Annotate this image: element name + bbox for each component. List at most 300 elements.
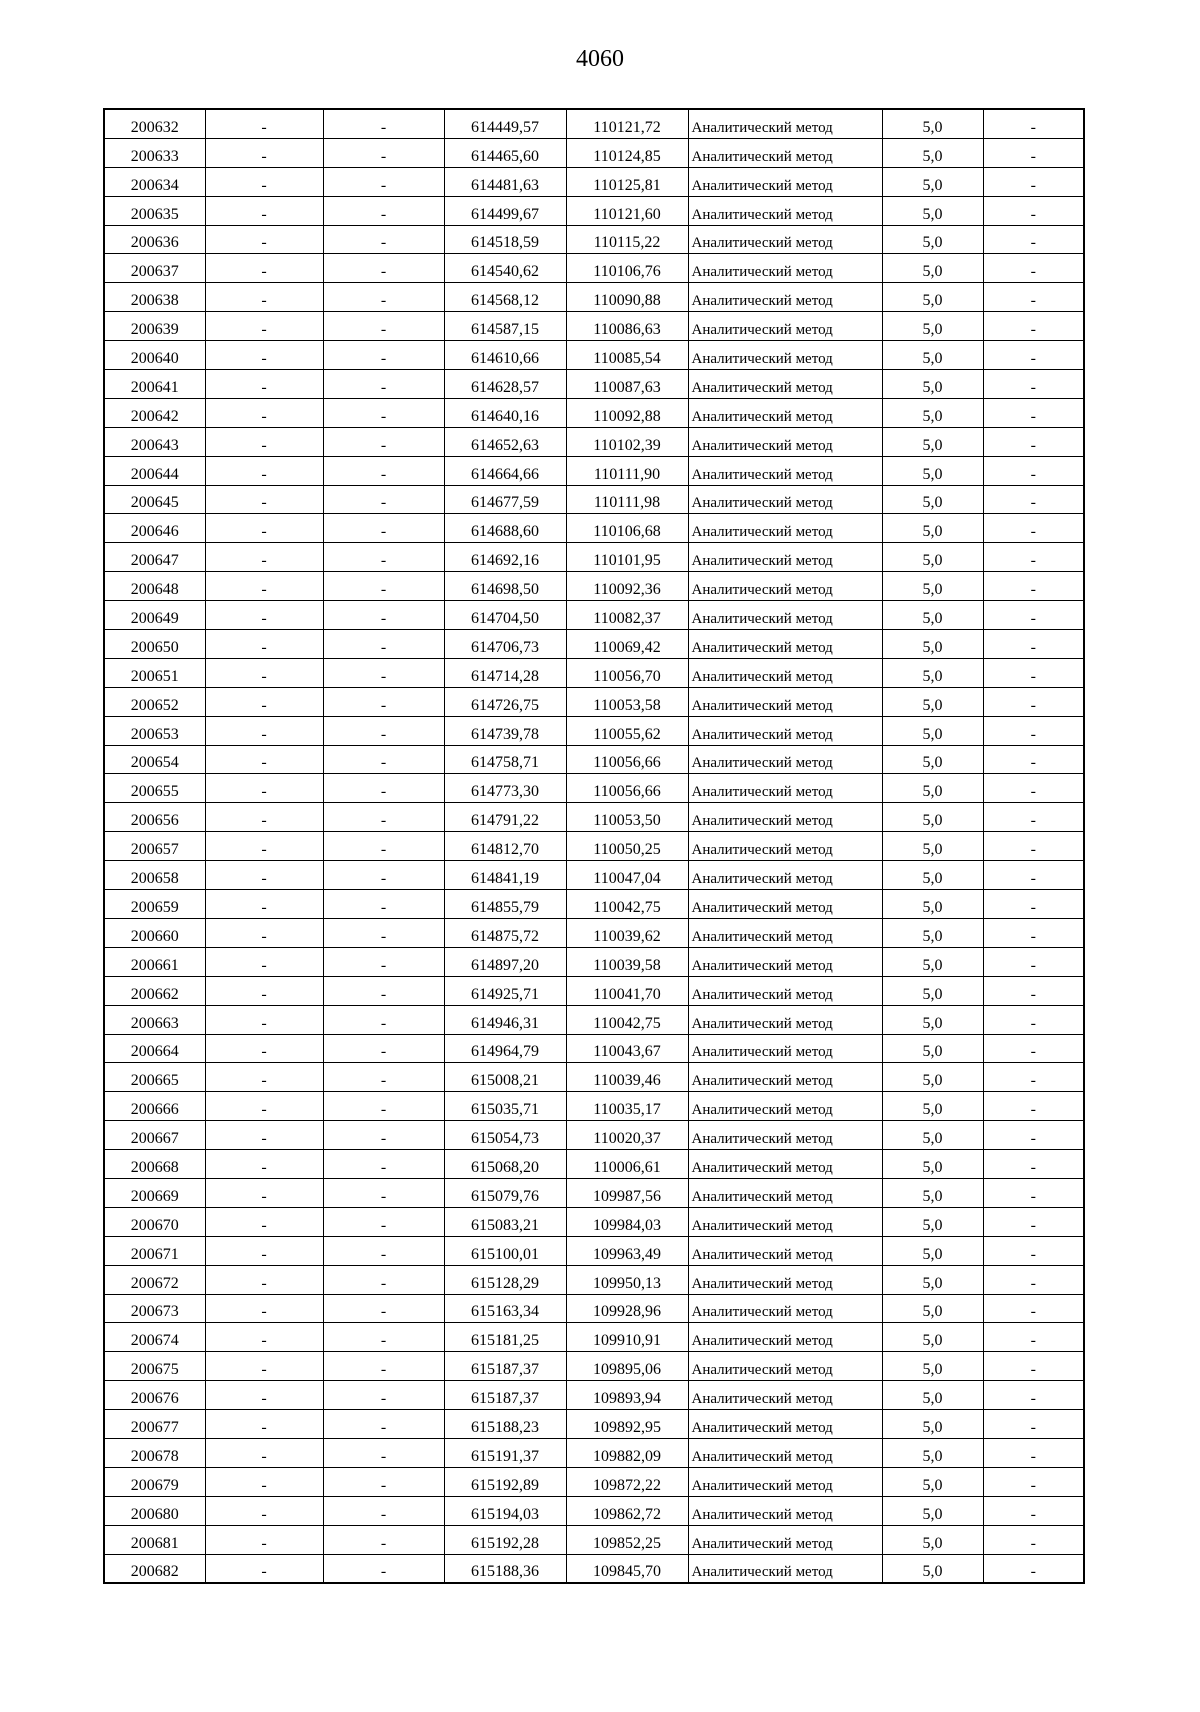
y-coordinate-cell: 110035,17 bbox=[566, 1092, 688, 1121]
point-number-cell: 200643 bbox=[104, 427, 205, 456]
blank-cell-c: - bbox=[983, 774, 1084, 803]
y-coordinate-cell: 110050,25 bbox=[566, 832, 688, 861]
blank-cell-a: - bbox=[205, 167, 323, 196]
blank-cell-a: - bbox=[205, 312, 323, 341]
table-row bbox=[104, 456, 1084, 485]
y-coordinate-cell: 110047,04 bbox=[566, 861, 688, 890]
x-coordinate-cell: 614946,31 bbox=[444, 1005, 566, 1034]
x-coordinate-cell: 615128,29 bbox=[444, 1265, 566, 1294]
blank-cell-a: - bbox=[205, 832, 323, 861]
method-cell: Аналитический метод bbox=[688, 312, 882, 341]
blank-cell-b: - bbox=[323, 716, 444, 745]
x-coordinate-cell: 614540,62 bbox=[444, 254, 566, 283]
table-row bbox=[104, 1178, 1084, 1207]
y-coordinate-cell: 110056,66 bbox=[566, 774, 688, 803]
table-row bbox=[104, 1207, 1084, 1236]
table-row bbox=[104, 312, 1084, 341]
x-coordinate-cell: 614812,70 bbox=[444, 832, 566, 861]
accuracy-cell: 5,0 bbox=[882, 745, 983, 774]
page-number: 4060 bbox=[576, 46, 624, 72]
x-coordinate-cell: 614739,78 bbox=[444, 716, 566, 745]
blank-cell-a: - bbox=[205, 543, 323, 572]
accuracy-cell: 5,0 bbox=[882, 167, 983, 196]
blank-cell-c: - bbox=[983, 1410, 1084, 1439]
blank-cell-b: - bbox=[323, 1121, 444, 1150]
method-cell: Аналитический метод bbox=[688, 1092, 882, 1121]
y-coordinate-cell: 109928,96 bbox=[566, 1294, 688, 1323]
accuracy-cell: 5,0 bbox=[882, 283, 983, 312]
y-coordinate-cell: 110043,67 bbox=[566, 1034, 688, 1063]
blank-cell-b: - bbox=[323, 1554, 444, 1583]
blank-cell-b: - bbox=[323, 283, 444, 312]
y-coordinate-cell: 109987,56 bbox=[566, 1178, 688, 1207]
x-coordinate-cell: 615083,21 bbox=[444, 1207, 566, 1236]
table-row bbox=[104, 485, 1084, 514]
y-coordinate-cell: 109895,06 bbox=[566, 1352, 688, 1381]
accuracy-cell: 5,0 bbox=[882, 716, 983, 745]
blank-cell-a: - bbox=[205, 716, 323, 745]
table-row bbox=[104, 1323, 1084, 1352]
point-number-cell: 200641 bbox=[104, 370, 205, 399]
method-cell: Аналитический метод bbox=[688, 687, 882, 716]
x-coordinate-cell: 614640,16 bbox=[444, 398, 566, 427]
point-number-cell: 200632 bbox=[104, 109, 205, 138]
table-row bbox=[104, 167, 1084, 196]
point-number-cell: 200682 bbox=[104, 1554, 205, 1583]
table-row bbox=[104, 658, 1084, 687]
accuracy-cell: 5,0 bbox=[882, 687, 983, 716]
method-cell: Аналитический метод bbox=[688, 398, 882, 427]
accuracy-cell: 5,0 bbox=[882, 312, 983, 341]
blank-cell-b: - bbox=[323, 890, 444, 919]
table-row bbox=[104, 745, 1084, 774]
x-coordinate-cell: 615054,73 bbox=[444, 1121, 566, 1150]
x-coordinate-cell: 615163,34 bbox=[444, 1294, 566, 1323]
y-coordinate-cell: 110125,81 bbox=[566, 167, 688, 196]
blank-cell-c: - bbox=[983, 803, 1084, 832]
method-cell: Аналитический метод bbox=[688, 138, 882, 167]
x-coordinate-cell: 614449,57 bbox=[444, 109, 566, 138]
x-coordinate-cell: 614499,67 bbox=[444, 196, 566, 225]
y-coordinate-cell: 110085,54 bbox=[566, 341, 688, 370]
point-number-cell: 200655 bbox=[104, 774, 205, 803]
table-row bbox=[104, 254, 1084, 283]
point-number-cell: 200678 bbox=[104, 1438, 205, 1467]
blank-cell-a: - bbox=[205, 1496, 323, 1525]
blank-cell-c: - bbox=[983, 312, 1084, 341]
accuracy-cell: 5,0 bbox=[882, 1323, 983, 1352]
x-coordinate-cell: 614688,60 bbox=[444, 514, 566, 543]
method-cell: Аналитический метод bbox=[688, 1525, 882, 1554]
x-coordinate-cell: 615079,76 bbox=[444, 1178, 566, 1207]
y-coordinate-cell: 109862,72 bbox=[566, 1496, 688, 1525]
point-number-cell: 200653 bbox=[104, 716, 205, 745]
y-coordinate-cell: 110039,46 bbox=[566, 1063, 688, 1092]
blank-cell-b: - bbox=[323, 514, 444, 543]
blank-cell-b: - bbox=[323, 341, 444, 370]
accuracy-cell: 5,0 bbox=[882, 341, 983, 370]
accuracy-cell: 5,0 bbox=[882, 1121, 983, 1150]
blank-cell-b: - bbox=[323, 572, 444, 601]
blank-cell-a: - bbox=[205, 803, 323, 832]
blank-cell-a: - bbox=[205, 398, 323, 427]
method-cell: Аналитический метод bbox=[688, 1178, 882, 1207]
blank-cell-a: - bbox=[205, 341, 323, 370]
table-row bbox=[104, 109, 1084, 138]
x-coordinate-cell: 615192,89 bbox=[444, 1467, 566, 1496]
y-coordinate-cell: 110039,58 bbox=[566, 947, 688, 976]
method-cell: Аналитический метод bbox=[688, 196, 882, 225]
accuracy-cell: 5,0 bbox=[882, 1150, 983, 1179]
accuracy-cell: 5,0 bbox=[882, 1410, 983, 1439]
accuracy-cell: 5,0 bbox=[882, 1005, 983, 1034]
method-cell: Аналитический метод bbox=[688, 1352, 882, 1381]
accuracy-cell: 5,0 bbox=[882, 196, 983, 225]
blank-cell-c: - bbox=[983, 918, 1084, 947]
method-cell: Аналитический метод bbox=[688, 427, 882, 456]
method-cell: Аналитический метод bbox=[688, 485, 882, 514]
blank-cell-b: - bbox=[323, 658, 444, 687]
table-row bbox=[104, 1525, 1084, 1554]
blank-cell-b: - bbox=[323, 601, 444, 630]
x-coordinate-cell: 614610,66 bbox=[444, 341, 566, 370]
table-row bbox=[104, 138, 1084, 167]
x-coordinate-cell: 614897,20 bbox=[444, 947, 566, 976]
blank-cell-c: - bbox=[983, 976, 1084, 1005]
accuracy-cell: 5,0 bbox=[882, 861, 983, 890]
point-number-cell: 200637 bbox=[104, 254, 205, 283]
blank-cell-a: - bbox=[205, 1063, 323, 1092]
blank-cell-b: - bbox=[323, 225, 444, 254]
y-coordinate-cell: 110041,70 bbox=[566, 976, 688, 1005]
y-coordinate-cell: 110087,63 bbox=[566, 370, 688, 399]
y-coordinate-cell: 110111,98 bbox=[566, 485, 688, 514]
point-number-cell: 200661 bbox=[104, 947, 205, 976]
method-cell: Аналитический метод bbox=[688, 283, 882, 312]
blank-cell-a: - bbox=[205, 109, 323, 138]
y-coordinate-cell: 110055,62 bbox=[566, 716, 688, 745]
blank-cell-c: - bbox=[983, 427, 1084, 456]
method-cell: Аналитический метод bbox=[688, 1063, 882, 1092]
blank-cell-b: - bbox=[323, 1438, 444, 1467]
table-row bbox=[104, 1554, 1084, 1583]
coordinates-table bbox=[103, 108, 1085, 1584]
method-cell: Аналитический метод bbox=[688, 1496, 882, 1525]
method-cell: Аналитический метод bbox=[688, 370, 882, 399]
blank-cell-c: - bbox=[983, 1496, 1084, 1525]
blank-cell-c: - bbox=[983, 1323, 1084, 1352]
table-row bbox=[104, 283, 1084, 312]
blank-cell-a: - bbox=[205, 514, 323, 543]
blank-cell-b: - bbox=[323, 167, 444, 196]
blank-cell-b: - bbox=[323, 398, 444, 427]
table-body bbox=[104, 109, 1084, 1583]
blank-cell-b: - bbox=[323, 370, 444, 399]
x-coordinate-cell: 614706,73 bbox=[444, 630, 566, 659]
point-number-cell: 200663 bbox=[104, 1005, 205, 1034]
y-coordinate-cell: 110039,62 bbox=[566, 918, 688, 947]
method-cell: Аналитический метод bbox=[688, 601, 882, 630]
blank-cell-b: - bbox=[323, 1178, 444, 1207]
y-coordinate-cell: 110056,70 bbox=[566, 658, 688, 687]
accuracy-cell: 5,0 bbox=[882, 1352, 983, 1381]
blank-cell-a: - bbox=[205, 976, 323, 1005]
accuracy-cell: 5,0 bbox=[882, 1178, 983, 1207]
blank-cell-b: - bbox=[323, 803, 444, 832]
blank-cell-c: - bbox=[983, 1467, 1084, 1496]
blank-cell-a: - bbox=[205, 1554, 323, 1583]
blank-cell-b: - bbox=[323, 774, 444, 803]
y-coordinate-cell: 109872,22 bbox=[566, 1467, 688, 1496]
blank-cell-a: - bbox=[205, 138, 323, 167]
blank-cell-c: - bbox=[983, 1352, 1084, 1381]
method-cell: Аналитический метод bbox=[688, 1034, 882, 1063]
point-number-cell: 200651 bbox=[104, 658, 205, 687]
blank-cell-a: - bbox=[205, 1236, 323, 1265]
blank-cell-b: - bbox=[323, 832, 444, 861]
method-cell: Аналитический метод bbox=[688, 1265, 882, 1294]
method-cell: Аналитический метод bbox=[688, 572, 882, 601]
accuracy-cell: 5,0 bbox=[882, 774, 983, 803]
point-number-cell: 200647 bbox=[104, 543, 205, 572]
accuracy-cell: 5,0 bbox=[882, 1092, 983, 1121]
point-number-cell: 200665 bbox=[104, 1063, 205, 1092]
point-number-cell: 200675 bbox=[104, 1352, 205, 1381]
accuracy-cell: 5,0 bbox=[882, 572, 983, 601]
blank-cell-c: - bbox=[983, 370, 1084, 399]
x-coordinate-cell: 614855,79 bbox=[444, 890, 566, 919]
y-coordinate-cell: 109892,95 bbox=[566, 1410, 688, 1439]
table-row bbox=[104, 514, 1084, 543]
point-number-cell: 200662 bbox=[104, 976, 205, 1005]
point-number-cell: 200652 bbox=[104, 687, 205, 716]
y-coordinate-cell: 110092,36 bbox=[566, 572, 688, 601]
accuracy-cell: 5,0 bbox=[882, 254, 983, 283]
blank-cell-a: - bbox=[205, 1092, 323, 1121]
accuracy-cell: 5,0 bbox=[882, 918, 983, 947]
table-row bbox=[104, 861, 1084, 890]
point-number-cell: 200649 bbox=[104, 601, 205, 630]
blank-cell-c: - bbox=[983, 1525, 1084, 1554]
blank-cell-c: - bbox=[983, 196, 1084, 225]
y-coordinate-cell: 110042,75 bbox=[566, 890, 688, 919]
point-number-cell: 200656 bbox=[104, 803, 205, 832]
blank-cell-b: - bbox=[323, 745, 444, 774]
method-cell: Аналитический метод bbox=[688, 1410, 882, 1439]
x-coordinate-cell: 614773,30 bbox=[444, 774, 566, 803]
blank-cell-b: - bbox=[323, 1294, 444, 1323]
x-coordinate-cell: 615194,03 bbox=[444, 1496, 566, 1525]
accuracy-cell: 5,0 bbox=[882, 138, 983, 167]
point-number-cell: 200650 bbox=[104, 630, 205, 659]
blank-cell-b: - bbox=[323, 1352, 444, 1381]
x-coordinate-cell: 615068,20 bbox=[444, 1150, 566, 1179]
accuracy-cell: 5,0 bbox=[882, 398, 983, 427]
blank-cell-b: - bbox=[323, 138, 444, 167]
y-coordinate-cell: 110101,95 bbox=[566, 543, 688, 572]
blank-cell-c: - bbox=[983, 254, 1084, 283]
table-row bbox=[104, 543, 1084, 572]
method-cell: Аналитический метод bbox=[688, 832, 882, 861]
accuracy-cell: 5,0 bbox=[882, 803, 983, 832]
blank-cell-a: - bbox=[205, 572, 323, 601]
table-row bbox=[104, 1121, 1084, 1150]
table-row bbox=[104, 427, 1084, 456]
x-coordinate-cell: 614652,63 bbox=[444, 427, 566, 456]
blank-cell-a: - bbox=[205, 1265, 323, 1294]
blank-cell-a: - bbox=[205, 861, 323, 890]
table-row bbox=[104, 1005, 1084, 1034]
blank-cell-c: - bbox=[983, 947, 1084, 976]
table-row bbox=[104, 1467, 1084, 1496]
blank-cell-c: - bbox=[983, 890, 1084, 919]
accuracy-cell: 5,0 bbox=[882, 1525, 983, 1554]
blank-cell-c: - bbox=[983, 745, 1084, 774]
method-cell: Аналитический метод bbox=[688, 774, 882, 803]
table-row bbox=[104, 1034, 1084, 1063]
point-number-cell: 200674 bbox=[104, 1323, 205, 1352]
accuracy-cell: 5,0 bbox=[882, 1554, 983, 1583]
x-coordinate-cell: 614518,59 bbox=[444, 225, 566, 254]
blank-cell-a: - bbox=[205, 1352, 323, 1381]
table-row bbox=[104, 1092, 1084, 1121]
table-row bbox=[104, 1294, 1084, 1323]
blank-cell-c: - bbox=[983, 283, 1084, 312]
method-cell: Аналитический метод bbox=[688, 1236, 882, 1265]
blank-cell-c: - bbox=[983, 687, 1084, 716]
x-coordinate-cell: 614964,79 bbox=[444, 1034, 566, 1063]
y-coordinate-cell: 110086,63 bbox=[566, 312, 688, 341]
x-coordinate-cell: 615035,71 bbox=[444, 1092, 566, 1121]
x-coordinate-cell: 615187,37 bbox=[444, 1381, 566, 1410]
blank-cell-c: - bbox=[983, 1034, 1084, 1063]
y-coordinate-cell: 109984,03 bbox=[566, 1207, 688, 1236]
point-number-cell: 200666 bbox=[104, 1092, 205, 1121]
x-coordinate-cell: 614726,75 bbox=[444, 687, 566, 716]
method-cell: Аналитический метод bbox=[688, 225, 882, 254]
blank-cell-b: - bbox=[323, 1323, 444, 1352]
blank-cell-c: - bbox=[983, 167, 1084, 196]
blank-cell-a: - bbox=[205, 1121, 323, 1150]
blank-cell-c: - bbox=[983, 601, 1084, 630]
blank-cell-c: - bbox=[983, 398, 1084, 427]
y-coordinate-cell: 110115,22 bbox=[566, 225, 688, 254]
point-number-cell: 200667 bbox=[104, 1121, 205, 1150]
table-row bbox=[104, 1410, 1084, 1439]
x-coordinate-cell: 614628,57 bbox=[444, 370, 566, 399]
accuracy-cell: 5,0 bbox=[882, 976, 983, 1005]
x-coordinate-cell: 615100,01 bbox=[444, 1236, 566, 1265]
point-number-cell: 200677 bbox=[104, 1410, 205, 1439]
blank-cell-a: - bbox=[205, 687, 323, 716]
table-row bbox=[104, 398, 1084, 427]
table-row bbox=[104, 370, 1084, 399]
blank-cell-c: - bbox=[983, 1438, 1084, 1467]
point-number-cell: 200668 bbox=[104, 1150, 205, 1179]
x-coordinate-cell: 614714,28 bbox=[444, 658, 566, 687]
accuracy-cell: 5,0 bbox=[882, 514, 983, 543]
point-number-cell: 200681 bbox=[104, 1525, 205, 1554]
blank-cell-b: - bbox=[323, 485, 444, 514]
blank-cell-a: - bbox=[205, 890, 323, 919]
blank-cell-b: - bbox=[323, 312, 444, 341]
blank-cell-b: - bbox=[323, 1207, 444, 1236]
blank-cell-b: - bbox=[323, 1005, 444, 1034]
table-row bbox=[104, 341, 1084, 370]
blank-cell-c: - bbox=[983, 1005, 1084, 1034]
y-coordinate-cell: 110056,66 bbox=[566, 745, 688, 774]
blank-cell-a: - bbox=[205, 225, 323, 254]
table-row bbox=[104, 1496, 1084, 1525]
accuracy-cell: 5,0 bbox=[882, 1207, 983, 1236]
method-cell: Аналитический метод bbox=[688, 745, 882, 774]
table-row bbox=[104, 1063, 1084, 1092]
point-number-cell: 200640 bbox=[104, 341, 205, 370]
blank-cell-a: - bbox=[205, 196, 323, 225]
y-coordinate-cell: 109910,91 bbox=[566, 1323, 688, 1352]
blank-cell-a: - bbox=[205, 427, 323, 456]
method-cell: Аналитический метод bbox=[688, 803, 882, 832]
blank-cell-c: - bbox=[983, 572, 1084, 601]
table-row bbox=[104, 918, 1084, 947]
method-cell: Аналитический метод bbox=[688, 890, 882, 919]
blank-cell-a: - bbox=[205, 658, 323, 687]
accuracy-cell: 5,0 bbox=[882, 947, 983, 976]
blank-cell-c: - bbox=[983, 716, 1084, 745]
y-coordinate-cell: 110042,75 bbox=[566, 1005, 688, 1034]
blank-cell-a: - bbox=[205, 918, 323, 947]
method-cell: Аналитический метод bbox=[688, 1467, 882, 1496]
y-coordinate-cell: 110124,85 bbox=[566, 138, 688, 167]
point-number-cell: 200670 bbox=[104, 1207, 205, 1236]
method-cell: Аналитический метод bbox=[688, 341, 882, 370]
point-number-cell: 200659 bbox=[104, 890, 205, 919]
method-cell: Аналитический метод bbox=[688, 976, 882, 1005]
accuracy-cell: 5,0 bbox=[882, 601, 983, 630]
accuracy-cell: 5,0 bbox=[882, 370, 983, 399]
accuracy-cell: 5,0 bbox=[882, 427, 983, 456]
y-coordinate-cell: 110111,90 bbox=[566, 456, 688, 485]
table-row bbox=[104, 601, 1084, 630]
accuracy-cell: 5,0 bbox=[882, 109, 983, 138]
y-coordinate-cell: 110069,42 bbox=[566, 630, 688, 659]
x-coordinate-cell: 614841,19 bbox=[444, 861, 566, 890]
method-cell: Аналитический метод bbox=[688, 1381, 882, 1410]
blank-cell-a: - bbox=[205, 370, 323, 399]
blank-cell-a: - bbox=[205, 1323, 323, 1352]
point-number-cell: 200638 bbox=[104, 283, 205, 312]
y-coordinate-cell: 109893,94 bbox=[566, 1381, 688, 1410]
point-number-cell: 200644 bbox=[104, 456, 205, 485]
y-coordinate-cell: 109882,09 bbox=[566, 1438, 688, 1467]
blank-cell-c: - bbox=[983, 1265, 1084, 1294]
blank-cell-a: - bbox=[205, 254, 323, 283]
blank-cell-c: - bbox=[983, 1121, 1084, 1150]
x-coordinate-cell: 615192,28 bbox=[444, 1525, 566, 1554]
accuracy-cell: 5,0 bbox=[882, 543, 983, 572]
method-cell: Аналитический метод bbox=[688, 630, 882, 659]
y-coordinate-cell: 110020,37 bbox=[566, 1121, 688, 1150]
x-coordinate-cell: 614875,72 bbox=[444, 918, 566, 947]
y-coordinate-cell: 110106,76 bbox=[566, 254, 688, 283]
method-cell: Аналитический метод bbox=[688, 658, 882, 687]
blank-cell-b: - bbox=[323, 1236, 444, 1265]
table-row bbox=[104, 1438, 1084, 1467]
accuracy-cell: 5,0 bbox=[882, 456, 983, 485]
method-cell: Аналитический метод bbox=[688, 1554, 882, 1583]
y-coordinate-cell: 110082,37 bbox=[566, 601, 688, 630]
accuracy-cell: 5,0 bbox=[882, 1467, 983, 1496]
